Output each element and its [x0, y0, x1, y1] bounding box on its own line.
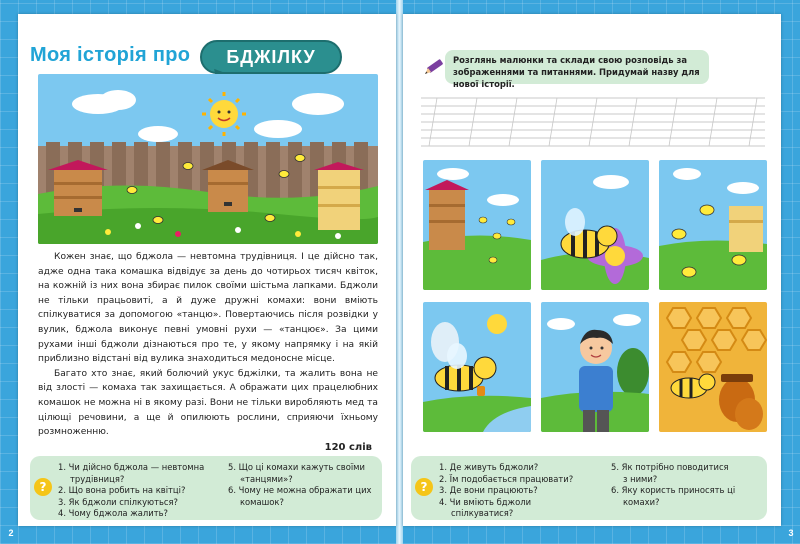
page-number-left: 2	[8, 528, 14, 538]
story-paragraph: Багато хто знає, який болючий укус бджілки, та жалить вона не від злості — комаха так захищається. А ображати цих працелюбних комашок не можна ні в якому разі. Вони не тільки виробляють мед та цілющі речовини, а ще й опилюють рослини, сприяючи їхньому розмноженню.	[38, 368, 378, 438]
questions-column-1	[58, 462, 218, 520]
question-line: трудівниця?	[70, 473, 125, 484]
picture-2-bee-on-flower	[541, 160, 649, 290]
question-line: 5. Що ці комахи кажуть своїми	[228, 462, 365, 472]
right-page	[403, 14, 781, 526]
question-line: комахи?	[623, 496, 660, 507]
beehive-center	[202, 160, 254, 212]
title-main: Моя історія про	[30, 44, 191, 66]
page-title	[30, 36, 350, 76]
writing-lines	[421, 92, 765, 154]
questions-column-2	[611, 462, 761, 508]
question-line: 3. Як бджоли спілкуються?	[58, 496, 179, 507]
beehive-yellow	[314, 162, 364, 230]
questions-box	[30, 456, 382, 520]
questions-box	[411, 456, 767, 520]
questions-column-2	[228, 462, 380, 508]
picture-5-boy	[541, 302, 649, 432]
question-line: 4. Чи вміють бджоли	[439, 496, 532, 507]
questions-column-1	[439, 462, 607, 520]
question-line: 6. Яку користь приносять ці	[611, 485, 736, 496]
question-line: 2. Що вона робить на квітці?	[58, 485, 186, 496]
question-line: спілкуватися?	[451, 508, 514, 519]
question-mark-icon: ?	[34, 478, 52, 496]
question-line: 5. Як потрібно поводитися	[611, 462, 729, 472]
page-number-right: 3	[788, 528, 794, 538]
word-count: 120 слів	[324, 442, 372, 453]
pencil-icon	[423, 54, 447, 78]
story-paragraph: Кожен знає, що бджола — невтомна трудівниця. І це дійсно так, адже одна така комашка відвідує за день до чотирьох тисяч квіток, на кожній із них вона збирає пилок своїми шістьма лапками. Бджоли не тільки працьовиті, а й дуже дружні комахи: вони вміють спілкуватися за допомогою «танцю». Повертаючись після розвідки у вулик, бджола виконує певні умовні рухи — «танцює». За цими рухами інші бджоли дізнаються про те, у якому напрямку і на якій приблизно відстані від вулика знаходиться медоносне місце.	[38, 252, 378, 365]
question-line: 4. Чому бджола жалить?	[58, 508, 168, 519]
question-line: 6. Чому не можна ображати цих	[228, 485, 372, 496]
picture-6-honey	[659, 302, 767, 432]
question-line: 1. Чи дійсно бджола — невтомна	[58, 462, 205, 472]
question-line: 3. Де вони працюють?	[439, 485, 538, 496]
left-page	[18, 14, 396, 526]
title-bubble: БДЖІЛКУ	[200, 40, 342, 74]
picture-1-hive	[423, 160, 531, 290]
beehive-pink	[48, 160, 108, 216]
picture-4-flying-bee	[423, 302, 531, 432]
instruction-box: Розглянь малюнки та склади свою розповідь за зображеннями та питаннями. Придумай назву для нової історії.	[445, 50, 709, 84]
story-text	[38, 250, 378, 440]
question-line: «танцями»?	[240, 473, 293, 484]
picture-3-bees-near-hive	[659, 160, 767, 290]
question-mark-icon: ?	[415, 478, 433, 496]
question-line: 2. Їм подобається працювати?	[439, 473, 574, 484]
question-line: з ними?	[623, 473, 658, 484]
book-spine	[396, 0, 403, 544]
question-line: комашок?	[240, 496, 284, 507]
question-line: 1. Де живуть бджоли?	[439, 462, 539, 472]
beehive-scene-illustration	[38, 74, 378, 244]
